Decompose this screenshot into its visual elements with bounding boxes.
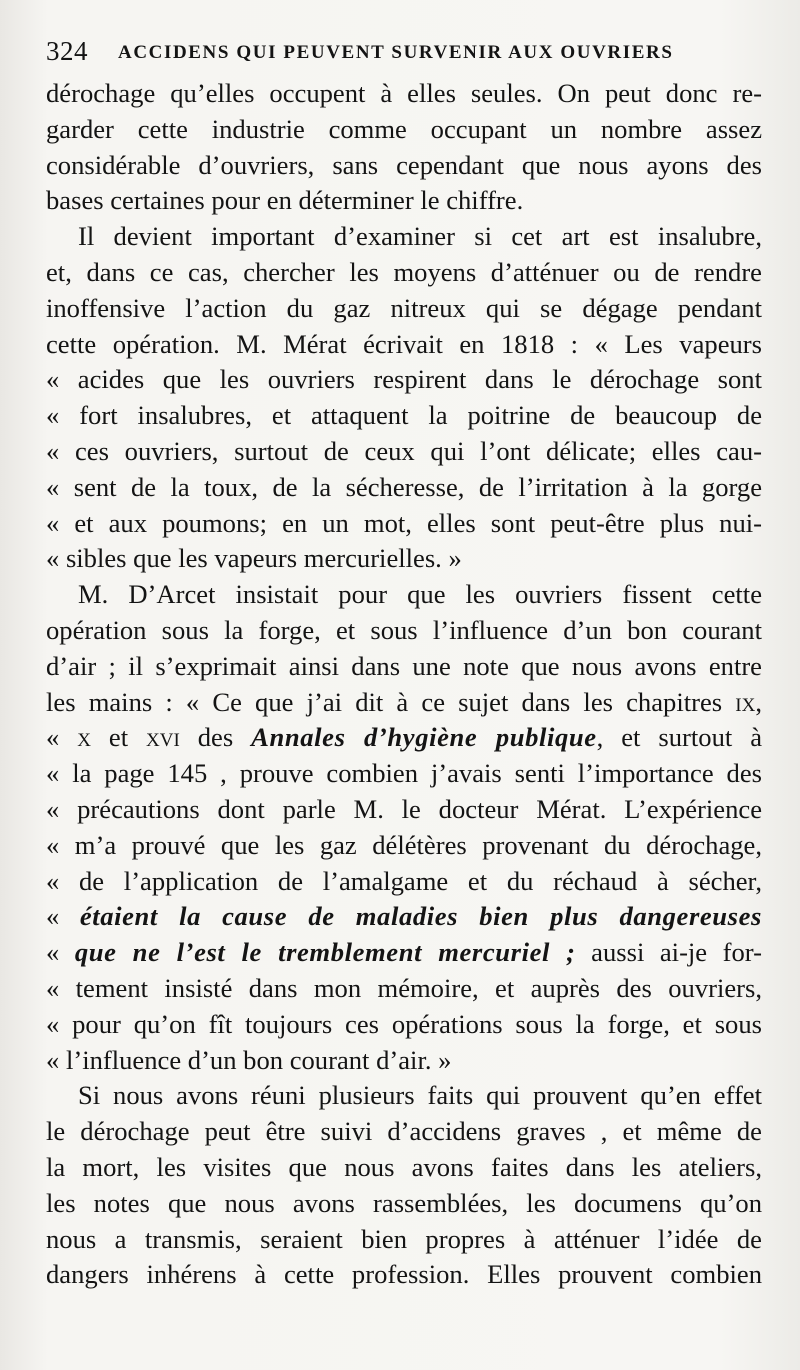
- roman-numeral: x: [77, 722, 91, 753]
- line-text: cette opération. M. Mérat écrivait en 1818 : « Les vapeurs: [46, 328, 762, 359]
- text-line: [46, 434, 762, 470]
- line-text: aussi ai-je for-: [575, 937, 762, 968]
- roman-numeral: xvi: [146, 722, 180, 753]
- text-line: [46, 398, 762, 434]
- text-line: [46, 291, 762, 327]
- line-text: inoffensive l’action du gaz nitreux qui se dégage pendant: [46, 292, 762, 323]
- line-text: « m’a prouvé que les gaz délétères provenant du dérochage,: [46, 829, 762, 860]
- line-text: ,: [755, 686, 762, 717]
- line-text: M. D’Arcet insistait pour que les ouvriers fissent cette: [78, 579, 762, 610]
- text-line: [46, 1222, 762, 1258]
- page-header: [46, 36, 766, 76]
- text-line: [46, 1078, 762, 1114]
- text-line: [46, 1150, 762, 1186]
- text-line: [46, 899, 762, 935]
- text-line: [46, 613, 762, 649]
- text-line: [46, 112, 762, 148]
- text-line: [46, 255, 762, 291]
- line-text: et: [90, 722, 147, 753]
- text-line: [46, 327, 762, 363]
- line-text: nous a transmis, seraient bien propres à atténuer l’idée de: [46, 1223, 762, 1254]
- text-line: [46, 828, 762, 864]
- running-head: ACCIDENS QUI PEUVENT SURVENIR AUX OUVRIERS: [118, 42, 674, 63]
- text-line: [46, 183, 762, 219]
- line-text: la mort, les visites que nous avons faites dans les ateliers,: [46, 1151, 762, 1182]
- text-line: [46, 649, 762, 685]
- text-line: [46, 792, 762, 828]
- text-line: [46, 470, 762, 506]
- line-text: « ces ouvriers, surtout de ceux qui l’ont délicate; elles cau-: [46, 435, 762, 466]
- line-text: « de l’application de l’amalgame et du réchaud à sécher,: [46, 865, 762, 896]
- text-line: [46, 756, 762, 792]
- line-text: « acides que les ouvriers respirent dans le dérochage sont: [46, 364, 762, 395]
- italic-text: Annales d’hygiène publique: [251, 722, 597, 753]
- line-text: « tement insisté dans mon mémoire, et auprès des ouvriers,: [46, 972, 762, 1003]
- text-line: [46, 864, 762, 900]
- line-text: d’air ; il s’exprimait ainsi dans une note que nous avons entre: [46, 650, 762, 681]
- text-line: [46, 1043, 762, 1079]
- text-line: [46, 971, 762, 1007]
- text-line: [46, 506, 762, 542]
- line-text: bases certaines pour en déterminer le chiffre.: [46, 185, 524, 216]
- line-text: « précautions dont parle M. le docteur Mérat. L’expérience: [46, 793, 762, 824]
- text-line: [46, 76, 762, 112]
- line-text: « sibles que les vapeurs mercurielles. »: [46, 543, 462, 574]
- line-text: « et aux poumons; en un mot, elles sont peut-être plus nui-: [46, 507, 762, 538]
- body-text: [46, 76, 762, 1293]
- line-text: et, dans ce cas, chercher les moyens d’atténuer ou de rendre: [46, 256, 762, 287]
- line-text: le dérochage peut être suivi d’accidens graves , et même de: [46, 1116, 762, 1147]
- text-line: [46, 541, 762, 577]
- text-line: [46, 1007, 762, 1043]
- text-line: [46, 148, 762, 184]
- line-text: Il devient important d’examiner si cet art est insalubre,: [78, 221, 762, 252]
- line-text: dangers inhérens à cette profession. Elles prouvent combien: [46, 1259, 762, 1290]
- text-line: [46, 935, 762, 971]
- line-text: « sent de la toux, de la sécheresse, de l’irritation à la gorge: [46, 471, 762, 502]
- line-text: « l’influence d’un bon courant d’air. »: [46, 1044, 452, 1075]
- line-text: des: [179, 722, 252, 753]
- roman-numeral: ix: [735, 686, 756, 717]
- line-text: dérochage qu’elles occupent à elles seules. On peut donc re-: [46, 78, 762, 108]
- line-text: «: [46, 937, 75, 968]
- line-text: considérable d’ouvriers, sans cependant que nous ayons des: [46, 149, 762, 180]
- line-text: « fort insalubres, et attaquent la poitrine de beaucoup de: [46, 400, 762, 431]
- text-line: [46, 1257, 762, 1293]
- text-line: [46, 577, 762, 613]
- italic-text: étaient la cause de maladies bien plus dangereuses: [79, 901, 762, 932]
- line-text: «: [46, 901, 80, 932]
- line-text: Si nous avons réuni plusieurs faits qui prouvent qu’en effet: [78, 1080, 762, 1111]
- text-line: [46, 720, 762, 756]
- line-text: « la page 145 , prouve combien j’avais senti l’importance des: [46, 758, 762, 789]
- line-text: , et surtout à: [596, 722, 762, 753]
- line-text: les mains : « Ce que j’ai dit à ce sujet dans les chapitres: [46, 686, 736, 717]
- italic-text: que ne l’est le tremblement mercuriel ;: [74, 937, 576, 968]
- page-number: 324: [46, 36, 88, 66]
- text-line: [46, 362, 762, 398]
- text-line: [46, 685, 762, 721]
- line-text: « pour qu’on fît toujours ces opérations sous la forge, et sous: [46, 1008, 762, 1039]
- line-text: garder cette industrie comme occupant un nombre assez: [46, 113, 762, 144]
- text-line: [46, 1186, 762, 1222]
- line-text: les notes que nous avons rassemblées, les documens qu’on: [46, 1187, 762, 1218]
- line-text: «: [46, 722, 78, 753]
- line-text: opération sous la forge, et sous l’influence d’un bon courant: [46, 614, 762, 645]
- text-line: [46, 219, 762, 255]
- text-line: [46, 1114, 762, 1150]
